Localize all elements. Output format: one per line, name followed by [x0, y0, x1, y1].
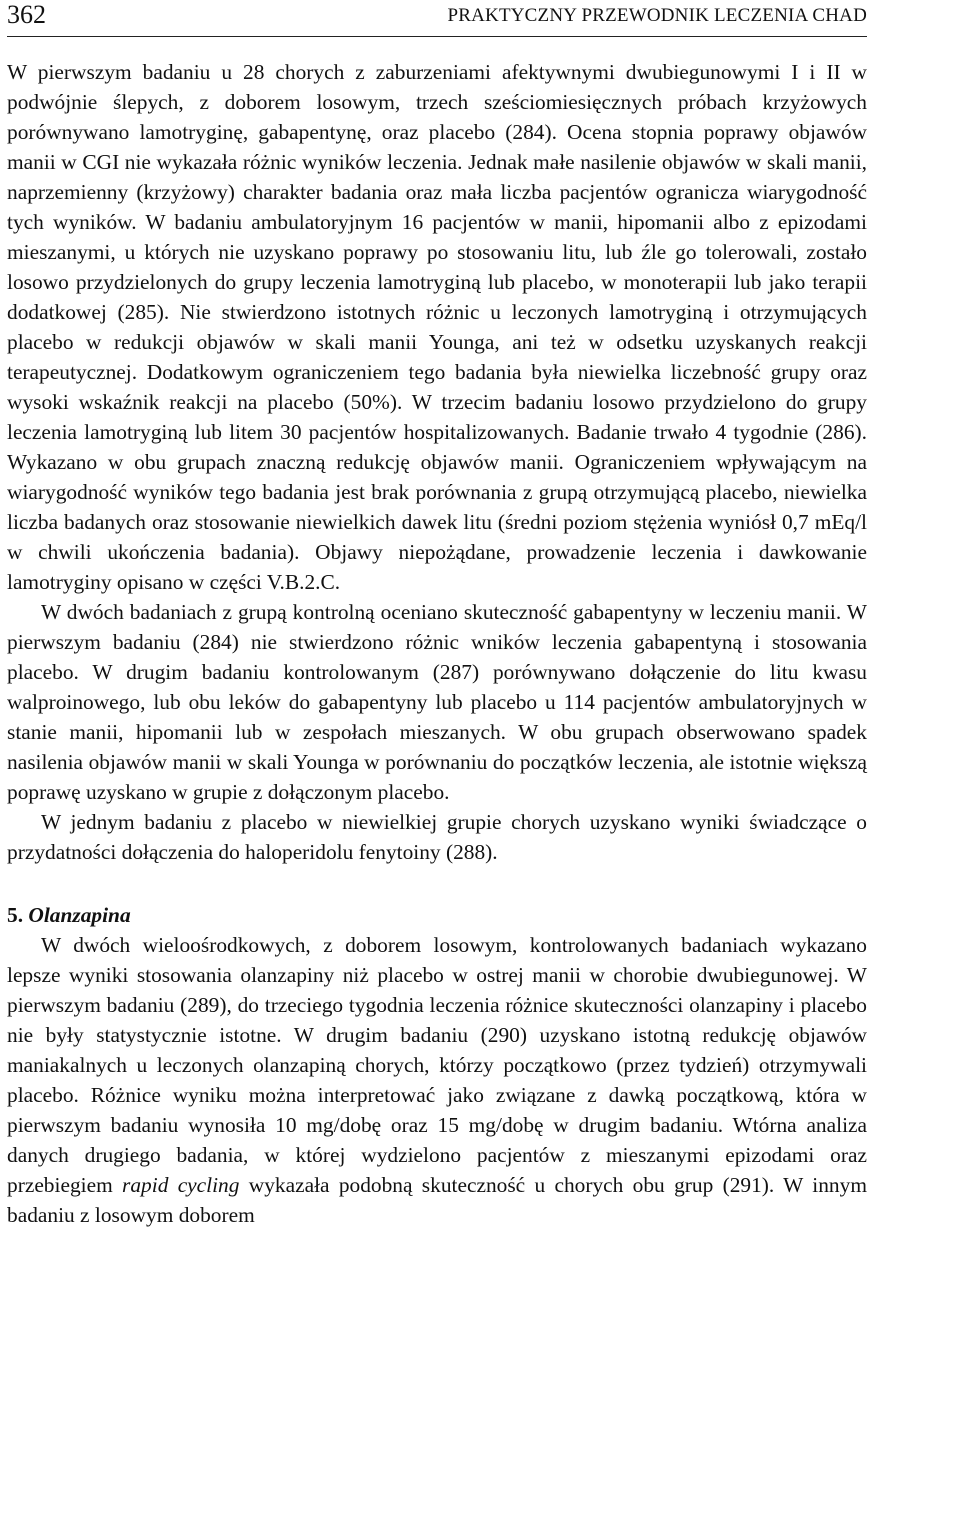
paragraph-phenytoin: W jednym badaniu z placebo w niewielkiej grupie chorych uzyskano wyniki świadczące o przydatności dołączenia do haloperidolu fenytoiny (288).: [7, 810, 867, 864]
page-header: [7, 0, 867, 37]
running-title: PRAKTYCZNY PRZEWODNIK LECZENIA CHAD: [447, 5, 867, 26]
olanzapine-text-end: wykazała podobną skuteczność u chorych obu grup (291). W innym badaniu z losowym doborem: [7, 1173, 867, 1227]
document-page: [7, 0, 867, 1230]
olanzapine-text-start: W dwóch wieloośrodkowych, z doborem losowym, kontrolowanych badaniach wykazano lepsze wyniki stosowania olanzapiny niż placebo w ostrej manii w chorobie dwubiegunowej. W pierwszym badaniu (289), do trzeciego tygodnia leczenia różnice skuteczności olanzapiny i placebo nie były statystycznie istotne. W drugim badaniu (290) uzyskano istotną redukcję objawów maniakalnych u leczonych olanzapiną chorych, którzy początkowo (przez tydzień) otrzymywali placebo. Różnice wyniku można interpretować jako związane z dawką początkową, która w pierwszym badaniu wynosiła 10 mg/dobę oraz 15 mg/dobę w drugim badaniu. Wtórna analiza danych drugiego badania, w której wydzielono pacjentów z mieszanymi epizodami oraz przebiegiem: [7, 933, 867, 1197]
page-number: 362: [7, 0, 46, 29]
section-heading: [7, 900, 867, 930]
paragraph-olanzapine: [7, 930, 867, 1230]
section-number: 5.: [7, 903, 24, 927]
paragraph-gabapentin: W dwóch badaniach z grupą kontrolną oceniano skuteczność gabapentyny w leczeniu manii. W pierwszym badaniu (284) nie stwierdzono różnic wników leczenia gabapentyną i stosowania placebo. W drugim badaniu kontrolowanym (287) porównywano dołączenie do litu kwasu walproinowego, lub obu leków do gabapentyny lub placebo u 114 pacjentów ambulatoryjnych w stanie manii, hipomanii lub w zespołach mieszanych. W obu grupach obserwowano spadek nasilenia objawów manii w skali Younga w porównaniu do początków leczenia, ale istotnie większą poprawę uzyskano w grupie z dołączonym placebo.: [7, 600, 867, 804]
body-text: [7, 57, 867, 867]
paragraph-lamotrigine: W pierwszym badaniu u 28 chorych z zaburzeniami afektywnymi dwubiegunowymi I i II w podwójnie ślepych, z doborem losowym, trzech sześciomiesięcznych próbach krzyżowych porównywano lamotryginę, gabapentynę, oraz placebo (284). Ocena stopnia poprawy objawów manii w CGI nie wykazała różnic wyników leczenia. Jednak małe nasilenie objawów w skali manii, naprzemienny (krzyżowy) charakter badania oraz mała liczba pacjentów ogranicza wiarygodność tych wyników. W badaniu ambulatoryjnym 16 pacjentów w manii, hipomanii albo z epizodami mieszanymi, u których nie uzyskano poprawy po stosowaniu litu, lub źle go tolerowali, zostało losowo przydzielonych do grupy leczenia lamotryginą lub placebo, w monoterapii lub jako terapii dodatkowej (285). Nie stwierdzono istotnych różnic u leczonych lamotryginą i otrzymujących placebo w redukcji objawów w skali manii Younga, ani też w odsetku uzyskanych reakcji terapeutycznej. Dodatkowym ograniczeniem tego badania była niewielka liczebność grupy oraz wysoki wskaźnik reakcji na placebo (50%). W trzecim badaniu losowo przydzielono do grupy leczenia lamotryginą lub litem 30 pacjentów hospitalizowanych. Badanie trwało 4 tygodnie (286). Wykazano w obu grupach znaczną redukcję objawów manii. Ograniczeniem wpływającym na wiarygodność wyników tego badania jest brak porównania z grupą otrzymującą placebo, niewielka liczba badanych oraz stosowanie niewielkich dawek litu (średni poziom stężenia wyniósł 0,7 mEq/l w chwili ukończenia badania). Objawy niepożądane, prowadzenie leczenia i dawkowanie lamotryginy opisano w części V.B.2.C.: [7, 60, 867, 594]
italic-term: rapid cycling: [122, 1173, 240, 1197]
section-title: Olanzapina: [28, 903, 131, 927]
section-text: [7, 930, 867, 1230]
